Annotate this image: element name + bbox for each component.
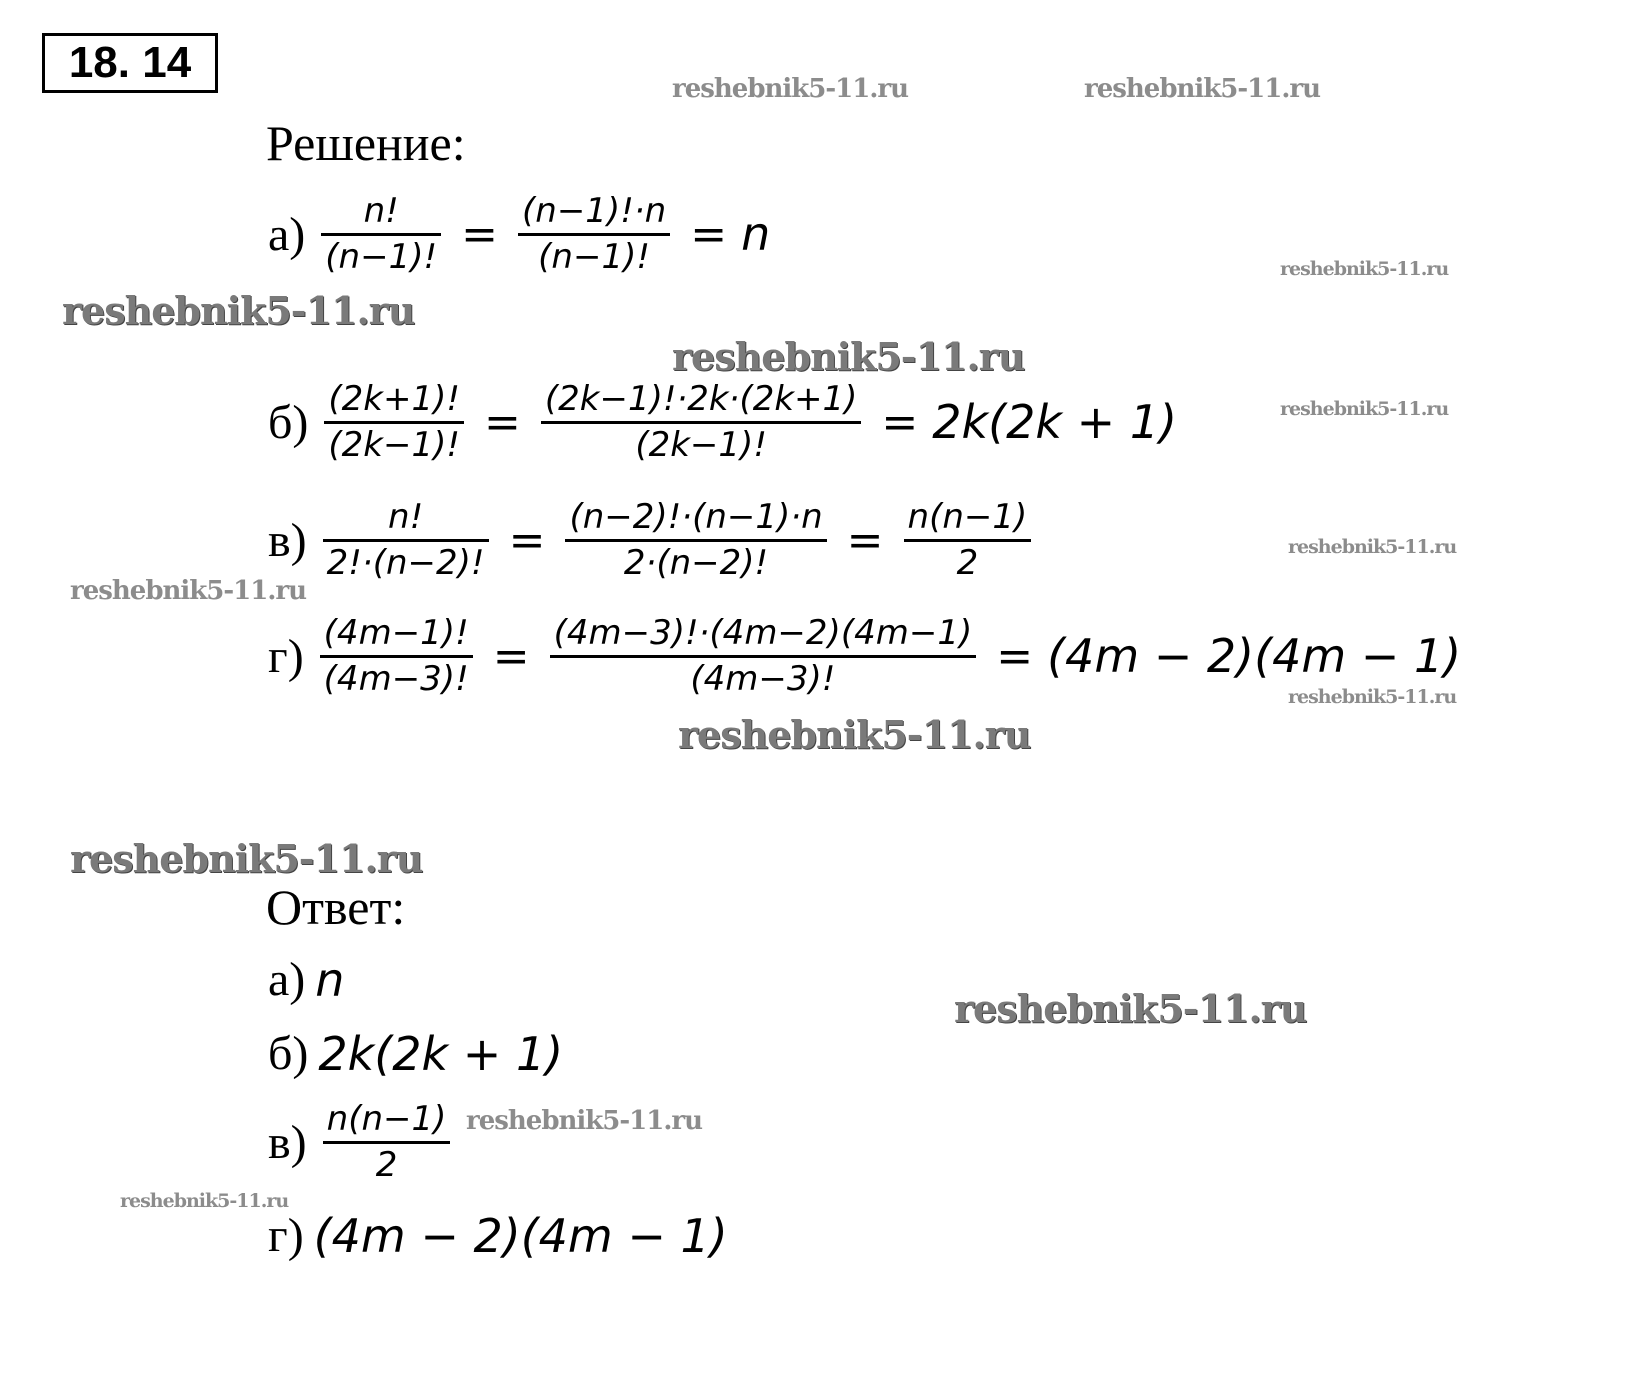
watermark: reshebnik5-11.ru — [678, 712, 1031, 757]
watermark: reshebnik5-11.ru — [954, 986, 1307, 1031]
answer-b-label: б) — [268, 1027, 309, 1080]
answer-g — [268, 1208, 728, 1263]
answer-value: n — [315, 952, 345, 1007]
solution-a: а) $\frac{n!}{(n-1)!}$ = $\frac{(n-1)!\cdot n}{(n-1)!}$ = n — [268, 191, 771, 277]
watermark: reshebnik5-11.ru — [672, 334, 1025, 379]
numerator: (2k+1)! — [328, 379, 461, 419]
answer-heading: Ответ: — [266, 879, 406, 935]
result: 2k(2k + 1) — [932, 395, 1178, 449]
numerator: (n−1)!·n — [522, 191, 667, 231]
watermark: reshebnik5-11.ru — [120, 1190, 289, 1212]
answer-v — [268, 1098, 456, 1186]
solution-b: б) $\frac{(2k+1)!}{(2k-1)!}$ = $\frac{(2k-1)!\cdot 2k\cdot(2k+1)}{(2k-1)!}$ = 2k(2k + 1) — [268, 379, 1178, 465]
result: n — [741, 207, 771, 261]
numerator: n(n−1) — [907, 497, 1028, 537]
solution-g: г) $\frac{(4m-1)!}{(4m-3)!}$ = $\frac{(4m-3)!\cdot(4m-2)(4m-1)}{(4m-3)!}$ = (4m − 2)(4m − 1) — [268, 613, 1462, 699]
answer-a — [268, 952, 344, 1007]
fraction — [324, 378, 464, 466]
fraction — [904, 496, 1032, 584]
denominator: (n−1)! — [538, 236, 650, 277]
numerator: n(n−1) — [326, 1099, 447, 1139]
numerator: (2k−1)!·2k·(2k+1) — [544, 379, 858, 419]
denominator: 2!·(n−2)! — [326, 542, 485, 583]
watermark: reshebnik5-11.ru — [1280, 258, 1449, 280]
answer-value: (4m − 2)(4m − 1) — [313, 1208, 728, 1263]
solution-b-label: б) — [268, 395, 309, 449]
watermark: reshebnik5-11.ru — [466, 1106, 703, 1136]
numerator: (4m−3)!·(4m−2)(4m−1) — [553, 613, 973, 653]
denominator: (n−1)! — [325, 236, 438, 277]
solution-v-label: в) — [268, 513, 307, 567]
solution-g-label: г) — [268, 629, 304, 683]
denominator: 2 — [375, 1144, 398, 1185]
denominator: 2·(n−2)! — [623, 542, 769, 583]
numerator: (4m−1)! — [323, 613, 469, 653]
watermark: reshebnik5-11.ru — [62, 288, 415, 333]
watermark: reshebnik5-11.ru — [672, 74, 909, 104]
denominator: 2 — [956, 542, 979, 583]
solution-heading: Решение: — [266, 115, 466, 171]
solution-v: в) $\frac{n!}{2!\cdot(n-2)!}$ = $\frac{(n-2)!\cdot(n-1)\cdot n}{2\cdot(n-2)!}$ = $\frac{n(n-1)}{2}$ — [268, 496, 1037, 584]
problem-number: 18. 14 — [42, 33, 218, 93]
watermark: reshebnik5-11.ru — [1280, 398, 1449, 420]
numerator: (n−2)!·(n−1)·n — [569, 497, 823, 537]
answer-b — [268, 1026, 563, 1081]
fraction — [518, 190, 670, 278]
watermark: reshebnik5-11.ru — [70, 836, 423, 881]
denominator: (4m−3)! — [690, 658, 836, 699]
numerator: n! — [363, 191, 399, 231]
fraction — [565, 496, 826, 584]
fraction — [321, 190, 441, 278]
watermark: reshebnik5-11.ru — [1288, 686, 1457, 708]
fraction — [541, 378, 862, 466]
answer-g-label: г) — [268, 1209, 304, 1262]
denominator: (2k−1)! — [635, 424, 767, 465]
watermark: reshebnik5-11.ru — [70, 576, 307, 606]
answer-value: 2k(2k + 1) — [318, 1026, 564, 1081]
solution-a-label: а) — [268, 207, 306, 261]
watermark: reshebnik5-11.ru — [1288, 536, 1457, 558]
answer-a-label: а) — [268, 953, 306, 1006]
denominator: (2k−1)! — [328, 424, 461, 465]
result: (4m − 2)(4m − 1) — [1047, 629, 1462, 683]
denominator: (4m−3)! — [323, 658, 469, 699]
numerator: n! — [388, 497, 424, 537]
answer-v-label: в) — [268, 1115, 307, 1169]
watermark: reshebnik5-11.ru — [1084, 74, 1321, 104]
fraction — [550, 612, 977, 700]
fraction — [323, 1098, 451, 1186]
fraction — [323, 496, 489, 584]
fraction — [320, 612, 473, 700]
